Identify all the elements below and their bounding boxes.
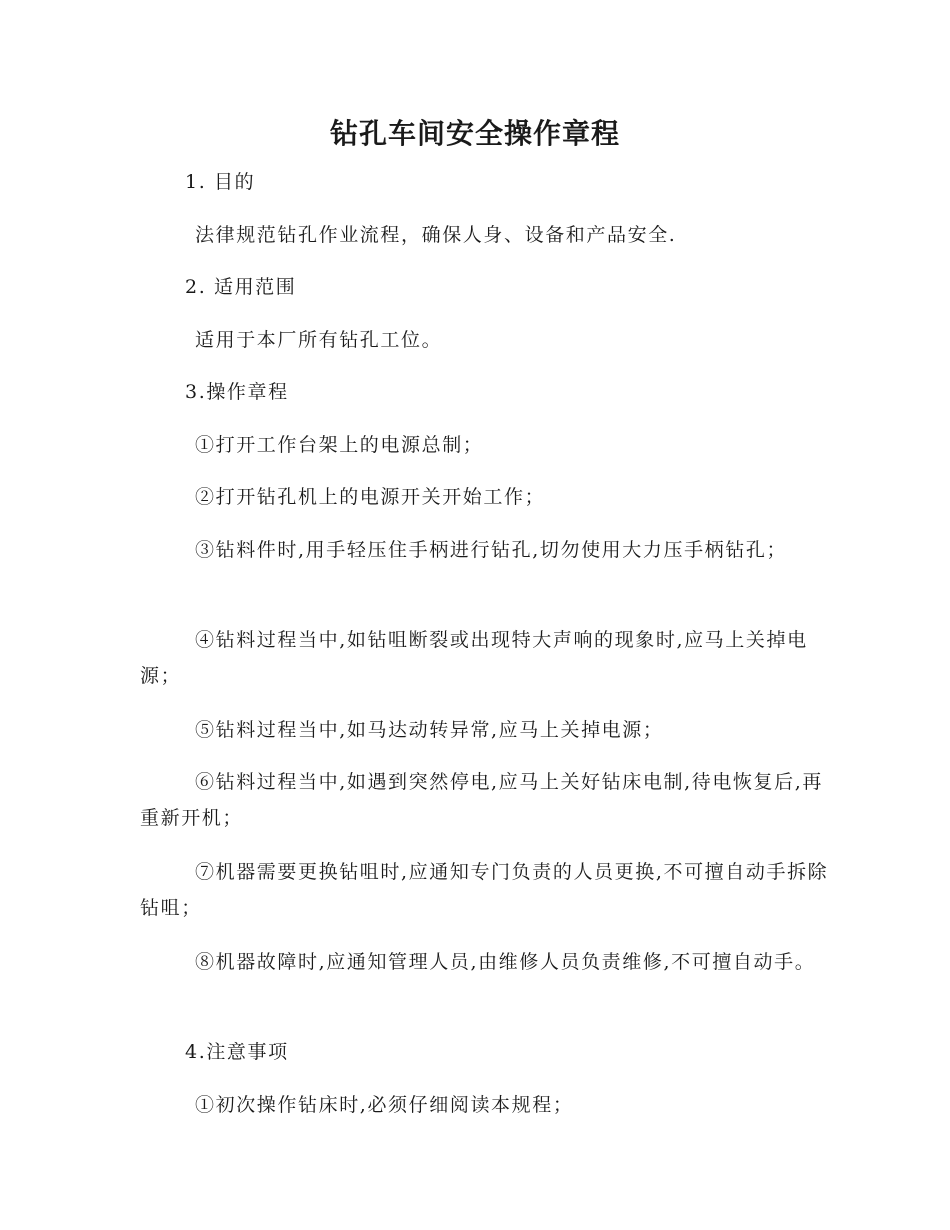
section-heading-scope: 2. 适用范围 bbox=[185, 276, 297, 298]
section-heading-purpose: 1. 目的 bbox=[185, 171, 256, 193]
procedure-item-8: ⑧机器故障时,应通知管理人员,由维修人员负责维修,不可擅自动手。 bbox=[195, 951, 816, 973]
section-text-scope: 适用于本厂所有钻孔工位。 bbox=[195, 329, 443, 351]
procedure-item-6: ⑥钻料过程当中,如遇到突然停电,应马上关好钻床电制,待电恢复后,再重新开机； bbox=[140, 771, 823, 829]
notes-item-1: ①初次操作钻床时,必须仔细阅读本规程； bbox=[195, 1094, 574, 1116]
procedure-item-3: ③钻料件时,用手轻压住手柄进行钻孔,切勿使用大力压手柄钻孔； bbox=[195, 539, 788, 561]
section-heading-procedure: 3.操作章程 bbox=[185, 381, 289, 403]
procedure-item-1: ①打开工作台架上的电源总制； bbox=[195, 434, 484, 456]
procedure-item-7: ⑦机器需要更换钻咀时,应通知专门负责的人员更换,不可擅自动手拆除钻咀； bbox=[140, 861, 829, 919]
procedure-item-2: ②打开钻孔机上的电源开关开始工作； bbox=[195, 486, 546, 508]
procedure-item-4: ④钻料过程当中,如钻咀断裂或出现特大声响的现象时,应马上关掉电源； bbox=[140, 629, 808, 687]
section-text-purpose: 法律规范钻孔作业流程，确保人身、设备和产品安全. bbox=[195, 224, 677, 246]
procedure-item-5: ⑤钻料过程当中,如马达动转异常,应马上关掉电源； bbox=[195, 719, 664, 741]
document-title: 钻孔车间安全操作章程 bbox=[329, 117, 620, 150]
section-heading-notes: 4.注意事项 bbox=[185, 1041, 289, 1063]
